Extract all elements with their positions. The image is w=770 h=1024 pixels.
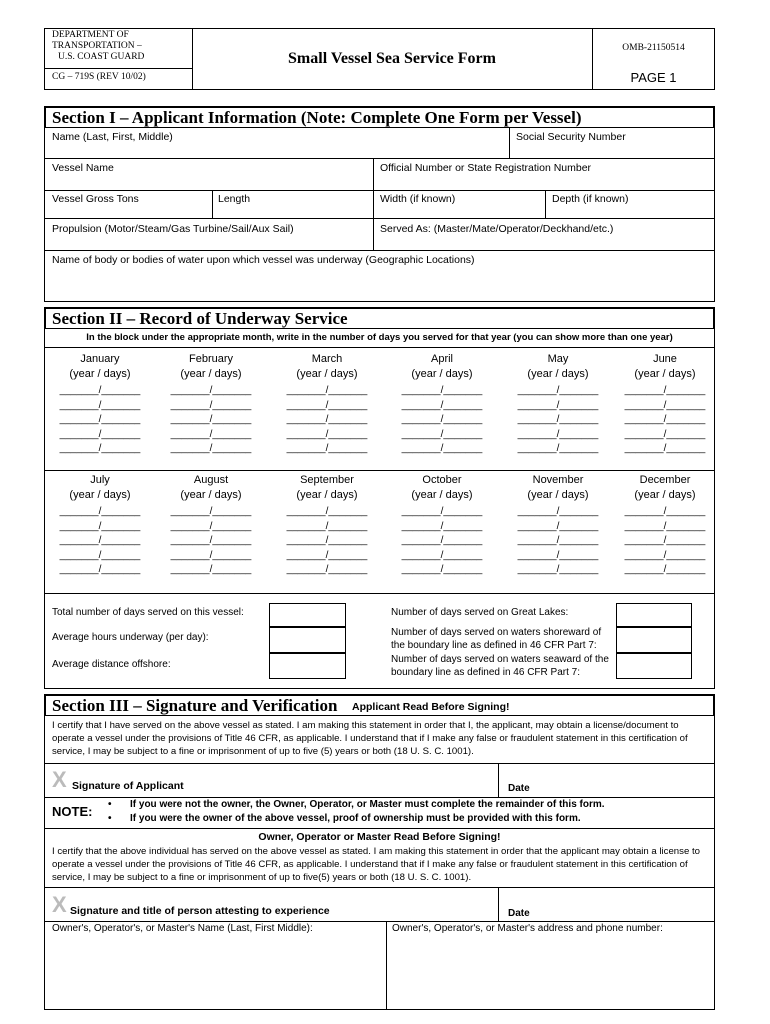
year-days-entry[interactable]: _______/_______ [59,385,141,396]
ssn-field[interactable]: Social Security Number [516,131,626,143]
length-field[interactable]: Length [218,193,251,205]
year-days-entry[interactable]: _______/_______ [286,549,368,561]
month-header [387,473,497,503]
year-days-entry[interactable]: _______/_______ [170,414,252,425]
year-days-entry[interactable]: _______/_______ [517,443,599,454]
total-days-label: Total number of days served on this vessel: [52,607,244,618]
year-days-entry[interactable]: _______/_______ [59,520,141,532]
month-name: October [422,474,462,486]
year-days-label: (year / days) [180,489,242,501]
year-days-entry[interactable]: _______/_______ [401,428,483,440]
served-as-field[interactable]: Served As: (Master/Mate/Operator/Deckhand/etc.) [380,223,614,235]
month-name: June [653,353,677,365]
owner-name-field[interactable]: Owner's, Operator's, or Master's Name (Last, First Middle): [52,923,313,934]
month-header [503,473,613,503]
year-days-entry[interactable]: _______/_______ [59,535,141,546]
month-name: December [639,474,691,486]
year-days-entry[interactable]: _______/_______ [517,414,599,425]
year-days-entry[interactable]: _______/_______ [624,549,706,561]
note-bullet-icon: • [108,799,112,810]
year-days-entry[interactable]: _______/_______ [401,414,483,425]
width-field[interactable]: Width (if known) [380,193,456,205]
year-days-entry[interactable]: _______/_______ [59,564,141,575]
month-name: February [188,353,234,365]
month-name: August [193,474,229,486]
name-field[interactable]: Name (Last, First, Middle) [52,131,173,143]
owner-certification-text: I certify that the above individual has served on the above vessel as stated. I am making this statement in order that the applicant may obtain a license to operate a vessel under the provisions of Title 46 CFR, as applicable. I understand that if I make any false or fraudulent statement in this certification of service, I may be subject to a fine or imprisonment of up to five(5) years or both (18 U. S. C. 1001). [52,846,700,883]
year-days-entry[interactable]: _______/_______ [286,399,368,411]
x-mark-icon: X [52,767,67,792]
year-days-entry[interactable]: _______/_______ [59,506,141,517]
note-bullet-icon: • [108,813,112,824]
year-days-entry[interactable]: _______/_______ [624,520,706,532]
year-days-entry[interactable]: _______/_______ [401,399,483,411]
month-header [272,352,382,382]
applicant-signature-field[interactable]: Signature of Applicant [72,780,184,792]
year-days-entry[interactable]: _______/_______ [517,385,599,396]
year-days-entry[interactable]: _______/_______ [286,443,368,454]
year-days-entry[interactable]: _______/_______ [517,535,599,546]
year-days-entry[interactable]: _______/_______ [401,535,483,546]
avg-distance-label: Average distance offshore: [52,659,171,670]
year-days-entry[interactable]: _______/_______ [624,428,706,440]
month-name: September [300,474,354,486]
year-days-entry[interactable]: _______/_______ [170,399,252,411]
section3-title: Section III – Signature and Verification [52,696,338,715]
year-days-entry[interactable]: _______/_______ [286,385,368,396]
month-name: January [80,353,120,365]
section2-title: Section II – Record of Underway Service [52,309,348,328]
month-header [156,352,266,382]
year-days-label: (year / days) [180,368,242,380]
seaward-input[interactable] [616,653,692,679]
official-number-field[interactable]: Official Number or State Registration Number [380,162,592,174]
month-name: April [430,353,453,365]
year-days-label: (year / days) [296,368,358,380]
month-name: November [532,474,584,486]
great-lakes-input[interactable] [616,603,692,627]
seaward-label: Number of days served on waters seaward of the boundary line as defined in 46 CFR Part 7: [391,654,609,678]
year-days-label: (year / days) [634,368,696,380]
department-name: DEPARTMENT OF TRANSPORTATION – U.S. COAST GUARD [52,30,145,62]
year-days-label: (year / days) [69,489,131,501]
year-days-entry[interactable]: _______/_______ [170,443,252,454]
year-days-entry[interactable]: _______/_______ [517,564,599,575]
vessel-name-field[interactable]: Vessel Name [52,162,114,174]
avg-hours-label: Average hours underway (per day): [52,632,209,643]
month-name: March [311,353,343,365]
year-days-entry[interactable]: _______/_______ [517,549,599,561]
avg-hours-input[interactable] [269,627,346,653]
year-days-entry[interactable]: _______/_______ [624,564,706,575]
year-days-entry[interactable]: _______/_______ [517,428,599,440]
year-days-entry[interactable]: _______/_______ [624,535,706,546]
year-days-label: (year / days) [634,489,696,501]
year-days-entry[interactable]: _______/_______ [59,414,141,425]
depth-field[interactable]: Depth (if known) [552,193,629,205]
year-days-label: (year / days) [527,368,589,380]
year-days-entry[interactable]: _______/_______ [59,549,141,561]
year-days-entry[interactable]: _______/_______ [286,506,368,517]
year-days-entry[interactable]: _______/_______ [624,414,706,425]
year-days-entry[interactable]: _______/_______ [286,520,368,532]
year-days-entry[interactable]: _______/_______ [170,428,252,440]
total-days-input[interactable] [269,603,346,627]
year-days-entry[interactable]: _______/_______ [170,535,252,546]
month-header [610,473,720,503]
year-days-entry[interactable]: _______/_______ [286,564,368,575]
month-header [387,352,497,382]
note-bullet-2: If you were the owner of the above vessel, proof of ownership must be provided with this form. [130,813,581,824]
x-mark-icon: X [52,892,67,917]
owner-read-before: Owner, Operator or Master Read Before Signing! [258,831,501,843]
year-days-entry[interactable]: _______/_______ [59,428,141,440]
year-days-entry[interactable]: _______/_______ [401,506,483,517]
omb-number: OMB-21150514 [622,43,685,53]
year-days-entry[interactable]: _______/_______ [286,428,368,440]
year-days-entry[interactable]: _______/_______ [286,414,368,425]
month-header [610,352,720,382]
applicant-read-before: Applicant Read Before Signing! [352,701,510,713]
great-lakes-label: Number of days served on Great Lakes: [391,607,569,618]
applicant-certification-text: I certify that I have served on the above vessel as stated. I am making this statement in order that I, the applicant, may obtain a license/document to operate a vessel under the provisions of Title 46 CFR, as applicable. I understand that if I make any false or fraudulent statement in this certification of service, I may be subject to a fine or imprisonment of up to five (5) years or both (18 U. S. C. 1001). [52,720,688,757]
year-days-entry[interactable]: _______/_______ [170,506,252,517]
year-days-entry[interactable]: _______/_______ [517,399,599,411]
year-days-label: (year / days) [69,368,131,380]
year-days-entry[interactable]: _______/_______ [517,506,599,517]
month-header [272,473,382,503]
year-days-label: (year / days) [411,489,473,501]
year-days-entry[interactable]: _______/_______ [401,564,483,575]
month-header [45,473,155,503]
page-title: Small Vessel Sea Service Form [288,50,496,67]
month-header [45,352,155,382]
owner-address-field[interactable]: Owner's, Operator's, or Master's address and phone number: [392,923,663,934]
month-name: July [90,474,110,486]
year-days-entry[interactable]: _______/_______ [170,385,252,396]
month-name: May [547,353,569,365]
year-days-entry[interactable]: _______/_______ [170,549,252,561]
month-header [156,473,266,503]
applicant-date-field[interactable]: Date [508,783,530,794]
year-days-label: (year / days) [296,489,358,501]
page-number: PAGE 1 [630,70,677,85]
year-days-entry[interactable]: _______/_______ [624,443,706,454]
month-header [503,352,613,382]
year-days-entry[interactable]: _______/_______ [170,564,252,575]
year-days-entry[interactable]: _______/_______ [401,520,483,532]
year-days-entry[interactable]: _______/_______ [286,535,368,546]
shoreward-input[interactable] [616,627,692,653]
year-days-entry[interactable]: _______/_______ [401,549,483,561]
year-days-entry[interactable]: _______/_______ [401,385,483,396]
waters-field[interactable]: Name of body or bodies of water upon which vessel was underway (Geographic Locations) [52,254,475,266]
year-days-entry[interactable]: _______/_______ [624,506,706,517]
year-days-entry[interactable]: _______/_______ [624,385,706,396]
year-days-entry[interactable]: _______/_______ [517,520,599,532]
year-days-label: (year / days) [527,489,589,501]
section1-title: Section I – Applicant Information (Note: Complete One Form per Vessel) [52,108,582,127]
year-days-entry[interactable]: _______/_______ [624,399,706,411]
year-days-entry[interactable]: _______/_______ [59,399,141,411]
shoreward-label: Number of days served on waters shoreward of the boundary line as defined in 46 CFR Part 7: [391,627,602,651]
propulsion-field[interactable]: Propulsion (Motor/Steam/Gas Turbine/Sail/Aux Sail) [52,223,294,235]
form-number: CG – 719S (REV 10/02) [52,72,146,82]
section2-instruction: In the block under the appropriate month, write in the number of days you served for that year (you can show more than one year) [86,332,673,343]
note-label: NOTE: [52,804,93,819]
attest-date-field[interactable]: Date [508,908,530,919]
year-days-label: (year / days) [411,368,473,380]
year-days-entry[interactable]: _______/_______ [59,443,141,454]
year-days-entry[interactable]: _______/_______ [401,443,483,454]
attest-signature-field[interactable]: Signature and title of person attesting to experience [70,905,330,917]
note-bullet-1: If you were not the owner, the Owner, Operator, or Master must complete the remainder of this form. [130,799,605,810]
gross-tons-field[interactable]: Vessel Gross Tons [52,193,139,205]
avg-distance-input[interactable] [269,653,346,679]
year-days-entry[interactable]: _______/_______ [170,520,252,532]
